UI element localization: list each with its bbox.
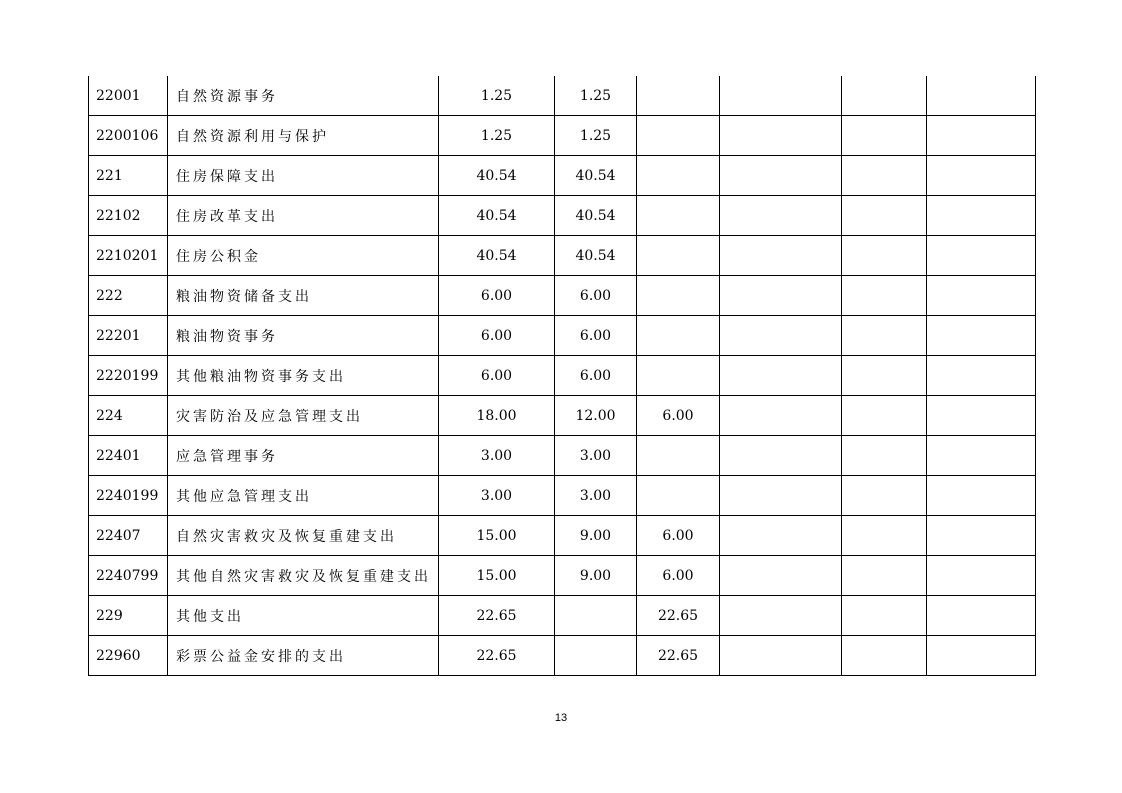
table-row [89,76,1036,116]
table-row [89,116,1036,156]
cell-basic [555,596,637,636]
cell-basic: 9.00 [555,516,637,556]
cell-basic: 12.00 [555,396,637,436]
cell-col7 [842,316,927,356]
table-body [89,76,1036,676]
cell-col6 [720,236,842,276]
cell-col6 [720,436,842,476]
cell-total: 15.00 [439,516,555,556]
cell-col8 [927,596,1036,636]
cell-total: 6.00 [439,276,555,316]
cell-code: 2200106 [89,116,168,156]
cell-col8 [927,636,1036,676]
cell-col7 [842,516,927,556]
cell-basic: 6.00 [555,316,637,356]
cell-col8 [927,156,1036,196]
cell-code: 22001 [89,76,168,116]
cell-code: 221 [89,156,168,196]
cell-basic: 1.25 [555,116,637,156]
cell-total: 3.00 [439,476,555,516]
table-row [89,156,1036,196]
cell-col7 [842,76,927,116]
table-row [89,396,1036,436]
cell-col6 [720,76,842,116]
cell-col6 [720,396,842,436]
cell-project [637,356,720,396]
cell-project [637,76,720,116]
cell-project: 6.00 [637,396,720,436]
cell-basic: 40.54 [555,236,637,276]
cell-code: 22102 [89,196,168,236]
cell-code: 22960 [89,636,168,676]
cell-total: 3.00 [439,436,555,476]
cell-col8 [927,276,1036,316]
cell-col6 [720,636,842,676]
cell-col7 [842,636,927,676]
table-row [89,196,1036,236]
cell-col6 [720,356,842,396]
cell-total: 1.25 [439,116,555,156]
cell-project [637,156,720,196]
table-row [89,476,1036,516]
cell-code: 2240199 [89,476,168,516]
cell-code: 2210201 [89,236,168,276]
cell-basic: 1.25 [555,76,637,116]
cell-name: 其他应急管理支出 [168,476,439,516]
cell-col6 [720,196,842,236]
cell-name: 其他粮油物资事务支出 [168,356,439,396]
cell-project [637,236,720,276]
cell-col6 [720,476,842,516]
table-row [89,516,1036,556]
cell-col7 [842,116,927,156]
cell-total: 40.54 [439,236,555,276]
cell-name: 住房保障支出 [168,156,439,196]
cell-col7 [842,356,927,396]
cell-name: 彩票公益金安排的支出 [168,636,439,676]
cell-col8 [927,116,1036,156]
table-row [89,316,1036,356]
cell-total: 1.25 [439,76,555,116]
cell-total: 22.65 [439,596,555,636]
cell-project [637,116,720,156]
cell-total: 22.65 [439,636,555,676]
cell-basic: 40.54 [555,156,637,196]
cell-name: 粮油物资储备支出 [168,276,439,316]
cell-name: 住房改革支出 [168,196,439,236]
cell-name: 灾害防治及应急管理支出 [168,396,439,436]
cell-total: 18.00 [439,396,555,436]
cell-code: 22407 [89,516,168,556]
cell-col6 [720,516,842,556]
cell-total: 6.00 [439,316,555,356]
cell-col7 [842,236,927,276]
cell-code: 22201 [89,316,168,356]
cell-project: 22.65 [637,636,720,676]
cell-name: 其他自然灾害救灾及恢复重建支出 [168,556,439,596]
cell-basic: 6.00 [555,356,637,396]
cell-col8 [927,316,1036,356]
table-row [89,636,1036,676]
table-row [89,556,1036,596]
cell-total: 15.00 [439,556,555,596]
cell-col6 [720,596,842,636]
cell-col8 [927,516,1036,556]
cell-basic: 3.00 [555,476,637,516]
cell-col8 [927,236,1036,276]
page-number: 13 [554,712,568,724]
cell-col7 [842,196,927,236]
cell-basic: 3.00 [555,436,637,476]
cell-col8 [927,396,1036,436]
cell-col7 [842,276,927,316]
cell-col8 [927,76,1036,116]
cell-project: 6.00 [637,516,720,556]
cell-code: 22401 [89,436,168,476]
cell-name: 自然资源事务 [168,76,439,116]
cell-total: 40.54 [439,156,555,196]
cell-code: 222 [89,276,168,316]
cell-basic: 9.00 [555,556,637,596]
cell-col6 [720,556,842,596]
cell-col8 [927,476,1036,516]
cell-col7 [842,396,927,436]
cell-project [637,476,720,516]
cell-basic [555,636,637,676]
cell-code: 224 [89,396,168,436]
cell-col8 [927,356,1036,396]
cell-basic: 6.00 [555,276,637,316]
cell-name: 其他支出 [168,596,439,636]
cell-total: 40.54 [439,196,555,236]
cell-col6 [720,316,842,356]
cell-col6 [720,116,842,156]
cell-code: 2240799 [89,556,168,596]
cell-name: 应急管理事务 [168,436,439,476]
cell-project: 22.65 [637,596,720,636]
cell-name: 粮油物资事务 [168,316,439,356]
cell-project [637,436,720,476]
cell-project [637,196,720,236]
cell-total: 6.00 [439,356,555,396]
cell-basic: 40.54 [555,196,637,236]
table-row [89,356,1036,396]
cell-col8 [927,556,1036,596]
cell-col7 [842,436,927,476]
cell-project: 6.00 [637,556,720,596]
cell-name: 住房公积金 [168,236,439,276]
budget-table [88,76,1036,676]
cell-col7 [842,156,927,196]
cell-name: 自然资源利用与保护 [168,116,439,156]
cell-col7 [842,556,927,596]
cell-code: 229 [89,596,168,636]
cell-code: 2220199 [89,356,168,396]
cell-col8 [927,196,1036,236]
cell-col8 [927,436,1036,476]
cell-project [637,276,720,316]
table-row [89,436,1036,476]
cell-project [637,316,720,356]
cell-col6 [720,276,842,316]
table-row [89,236,1036,276]
cell-col7 [842,476,927,516]
cell-col7 [842,596,927,636]
cell-name: 自然灾害救灾及恢复重建支出 [168,516,439,556]
cell-col6 [720,156,842,196]
table-row [89,276,1036,316]
table-row [89,596,1036,636]
